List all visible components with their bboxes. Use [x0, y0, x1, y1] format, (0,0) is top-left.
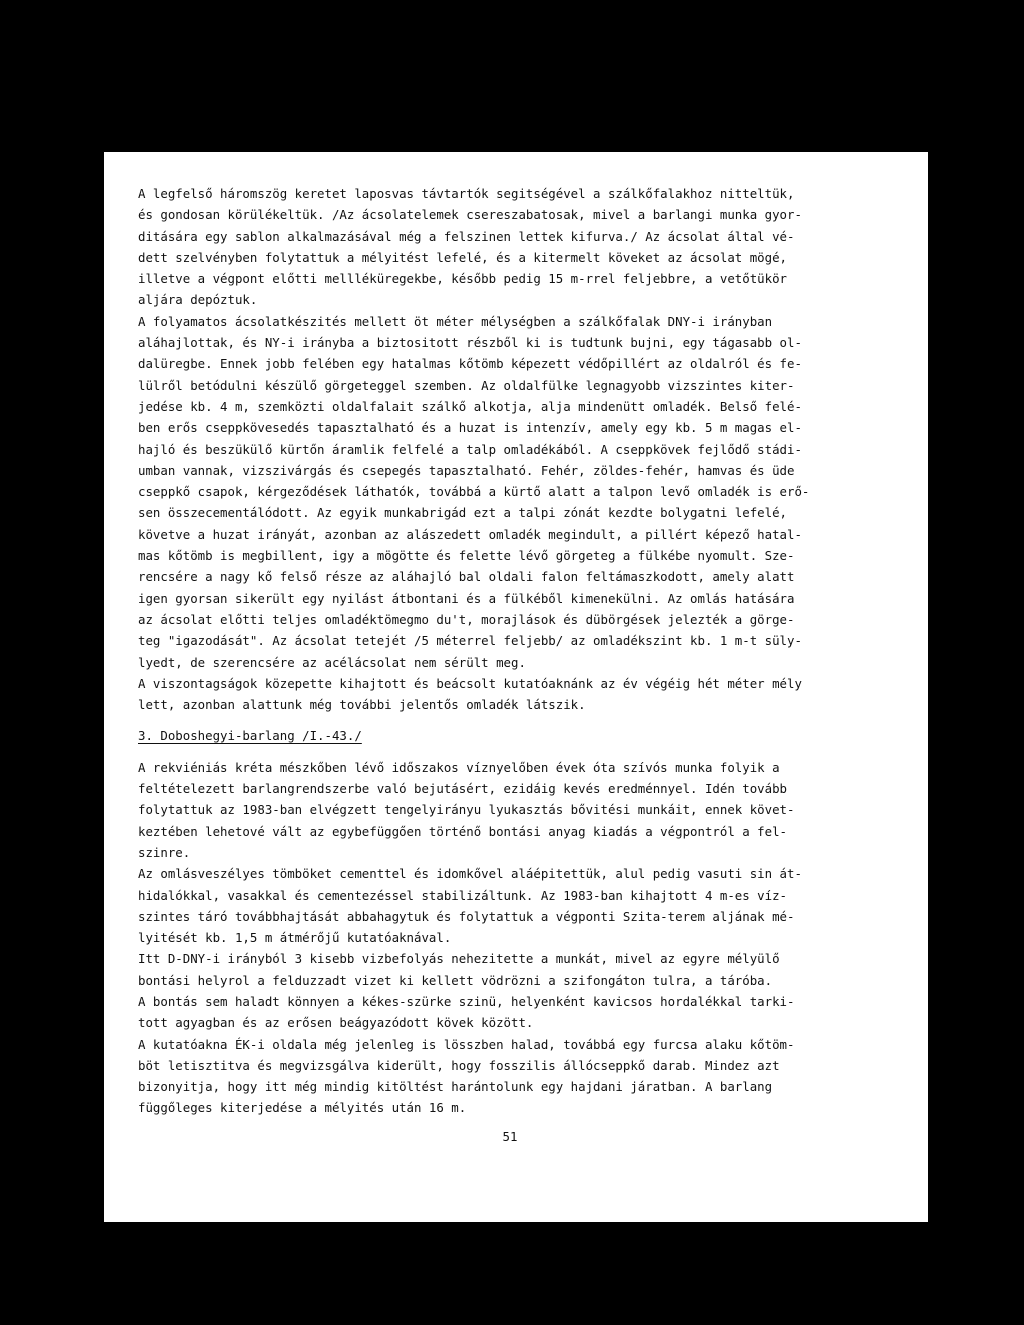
text-line: A bontás sem haladt könnyen a kékes-szürke szinü, helyenként kavicsos hordalékkal tarki- — [138, 993, 795, 1009]
text-line: tott agyagban és az erősen beágyazódott kövek között. — [138, 1015, 534, 1031]
section-heading-doboshegyi: 3. Doboshegyi-barlang /I.-43./ — [138, 728, 362, 744]
page-content — [138, 183, 898, 1119]
text-line: lülről betódulni készülő görgeteggel szemben. Az oldalfülke legnagyobb vizszintes kiter- — [138, 377, 795, 393]
text-line: szintes táró továbbhajtását abbahagytuk és folytattuk a végponti Szita-terem aljának mé- — [138, 908, 795, 924]
text-line: A kutatóakna ÉK-i oldala még jelenleg is lösszben halad, továbbá egy furcsa alaku kőtöm- — [138, 1036, 795, 1052]
text-line: szinre. — [138, 844, 191, 860]
text-line: feltételezett barlangrendszerbe való bejutásért, ezidáig kevés eredménnyel. Idén tovább — [138, 781, 788, 797]
text-line: lyitését kb. 1,5 m átmérőjű kutatóaknával. — [138, 930, 452, 946]
text-line: dett szelvényben folytattuk a mélyitést lefelé, és a kitermelt köveket az ácsolat mögé, — [138, 249, 788, 265]
text-line: A legfelső háromszög keretet laposvas távtartók segitségével a szálkőfalakhoz nitteltük, — [138, 186, 795, 201]
text-line: Itt D-DNY-i irányból 3 kisebb vizbefolyás nehezitette a munkát, mivel az egyre mélyülő — [138, 951, 780, 967]
text-line: hajló és beszükülő kürtőn áramlik felfelé a talp omladékából. A cseppkövek fejlődő stádi- — [138, 441, 802, 457]
text-line: umban vannak, vizszivárgás és csepegés tapasztalható. Fehér, zöldes-fehér, hamvas és üde — [138, 462, 795, 478]
text-line: hidalókkal, vasakkal és cementezéssel stabilizáltunk. Az 1983-ban kihajtott 4 m-es víz- — [138, 887, 788, 903]
text-line: illetve a végpont előtti mellléküregekbe, később pedig 15 m-rrel feljebbre, a vetőtükör — [138, 271, 788, 287]
text-line: keztében lehetové vált az egybefüggően történő bontási anyag kiadás a végpontról a fel- — [138, 823, 788, 839]
text-line: folytattuk az 1983-ban elvégzett tengelyirányu lyukasztás bővitési munkáit, ennek követ- — [138, 802, 795, 818]
text-line: ditására egy sablon alkalmazásával még a felszinen lettek kifurva./ Az ácsolat által vé- — [138, 228, 795, 244]
text-line: A viszontagságok közepette kihajtott és beácsolt kutatóaknánk az év végéig hét méter mély — [138, 675, 802, 691]
text-line: sen összecementálódott. Az egyik munkabrigád ezt a talpi zónát kezdte bolygatni lefelé, — [138, 505, 788, 521]
section-spacer — [138, 747, 898, 757]
text-line: aláhajlottak, és NY-i irányba a biztositott részből ki is tudtunk bujni, egy tágasabb ol- — [138, 335, 802, 351]
text-line: ben erős cseppkövesedés tapasztalható és a huzat is intenzív, amely egy kb. 5 m magas el- — [138, 420, 802, 436]
text-line: lyedt, de szerencsére az acélácsolat nem sérült meg. — [138, 654, 526, 670]
text-line: lett, azonban alattunk még további jelentős omladék látszik. — [138, 697, 586, 713]
text-line: követve a huzat irányát, azonban az alászedett omladék megindult, a pillért képező hatal- — [138, 526, 802, 542]
text-line: teg "igazodását". Az ácsolat tetejét /5 méterrel feljebb/ az omladékszint kb. 1 m-t süly- — [138, 633, 802, 649]
text-line: mas kőtömb is megbillent, igy a mögötte és felette lévő görgeteg a fülkébe nyomult. Sze- — [138, 548, 795, 564]
text-line: az ácsolat előtti teljes omladéktömegmo du't, morajlások és dübörgések jelezték a görge- — [138, 611, 795, 627]
text-line: cseppkő csapok, kérgeződések láthatók, továbbá a kürtő alatt a talpon levő omladék is erő- — [138, 484, 810, 500]
section-doboshegyi-text — [138, 757, 898, 1119]
text-line: bizonyitja, hogy itt még mindig kitöltést harántolunk egy hajdani járatban. A barlang — [138, 1079, 773, 1095]
text-line: Az omlásveszélyes tömböket cementtel és idomkővel aláépitettük, alul pedig vasuti sin át- — [138, 866, 802, 882]
text-line: függőleges kiterjedése a mélyités után 16 m. — [138, 1100, 467, 1116]
section-cave-shaft-text — [138, 183, 898, 715]
text-line: jedése kb. 4 m, szemközti oldalfalait szálkő alkotja, alja mindenütt omladék. Belső felé- — [138, 398, 802, 414]
text-line: aljára depóztuk. — [138, 292, 258, 308]
text-line: dalüregbe. Ennek jobb felében egy hatalmas kőtömb képezett védőpillért az oldalról és fe- — [138, 356, 802, 372]
text-line: rencsére a nagy kő felső része az aláhajló bal oldali falon feltámaszkodott, amely alatt — [138, 569, 795, 585]
text-line: és gondosan körülékeltük. /Az ácsolatelemek csereszabatosak, mivel a barlangi munka gyor- — [138, 207, 802, 223]
text-line: igen gyorsan sikerült egy nyilást átbontani és a fülkéből kimenekülni. Az omlás hatására — [138, 590, 795, 606]
text-line: A rekviéniás kréta mészkőben lévő időszakos víznyelőben évek óta szívós munka folyik a — [138, 759, 780, 775]
page-number: 51 — [502, 1129, 518, 1144]
text-line: böt letisztitva és megvizsgálva kiderült, hogy fosszilis állócseppkő darab. Mindez azt — [138, 1057, 780, 1073]
text-line: A folyamatos ácsolatkészités mellett öt méter mélységben a szálkőfalak DNY-i irányban — [138, 313, 773, 329]
section-spacer — [138, 715, 898, 725]
text-line: bontási helyrol a felduzzadt vizet ki kellett vödrözni a szifongáton tulra, a táróba. — [138, 972, 773, 988]
document-page — [104, 152, 928, 1222]
